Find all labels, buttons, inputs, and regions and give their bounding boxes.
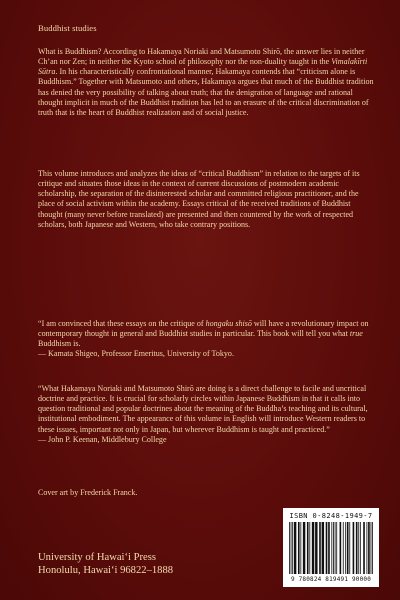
- barcode-bar: [303, 522, 305, 574]
- barcode-bar: [294, 522, 296, 574]
- barcode-bar: [319, 522, 321, 574]
- barcode-bar: [331, 522, 332, 574]
- p2-text: This volume introduces and analyzes the ideas of “critical Buddhism” in relation to the targets of its critique and situates those ideas in the context of current discussions of postmodern academic scholarship, the separation of the disinterested scholar and committed religious practitioner, and the place of social activism within the academy. Essays critical of the received traditions of Buddhist thought (many never before translated) are presented and then countered by the work of respected scholars, both Japanese and Western, who take contrary positions.: [38, 169, 360, 229]
- barcode-bar: [315, 522, 317, 574]
- barcode-bar: [291, 522, 292, 574]
- barcode-image: [287, 522, 375, 577]
- barcode-bar: [347, 522, 349, 574]
- q2-attribution: — John P. Keenan, Middlebury College: [38, 434, 167, 444]
- barcode-bar: [368, 522, 370, 574]
- cover-art-credit: Cover art by Frederick Franck.: [38, 488, 138, 497]
- barcode-bar: [322, 522, 324, 574]
- publisher-name: University of Hawai‘i Press: [38, 552, 156, 563]
- q1-text-b: will have a revolutionary impact on contemporary thought in general and Buddhist studies in particular. This book will tell you what: [38, 319, 369, 339]
- barcode-bar: [307, 522, 309, 574]
- barcode-bar: [345, 522, 346, 574]
- p1-text-b: . In his characteristically confrontational manner, Hakamaya contends that “criticism alone is Buddhism.” Together with Matsumoto and others, Hakamaya argues that much of the Buddhist tradition has denied the very possibility of talking about truth; that the denigration of language and rational thought implicit in much of the Buddhist tradition has led to an erasure of the critical discrimination of truth that is the heart of Buddhist realization and of social justice.: [38, 67, 374, 117]
- barcode-bar: [340, 522, 342, 574]
- publisher-address: Honolulu, Hawai‘i 96822–1888: [38, 564, 174, 576]
- p1-text-a: What is Buddhism? According to Hakamaya Noriaki and Matsumoto Shirō, the answer lies in neither Ch’an nor Zen; in neither the Kyoto school of philosophy nor the non-duality taught in the: [38, 47, 365, 67]
- endorsement-quote-1: [38, 319, 376, 360]
- isbn-label: ISBN 0-8248-1949-7: [289, 512, 373, 520]
- q1-italic-b: true: [349, 329, 363, 339]
- barcode-bar: [349, 522, 350, 574]
- barcode-bar: [336, 522, 337, 574]
- barcode-bar: [333, 522, 334, 574]
- barcode-bar: [343, 522, 344, 574]
- barcode-digits: 9 780824 819491 90000: [290, 576, 372, 583]
- barcode-bar: [372, 522, 373, 574]
- barcode-bar: [360, 522, 361, 574]
- barcode-panel: [283, 508, 379, 587]
- description-paragraph-1: [38, 47, 376, 118]
- barcode-bar: [292, 522, 293, 574]
- barcode-bar: [312, 522, 314, 574]
- q2-text: “What Hakamaya Noriaki and Matsumoto Shirō are doing is a direct challenge to facile and uncritical doctrine and practice. It is crucial for scholarly circles within Japanese Buddhism in that it calls into question traditional and popular doctrines about the meaning of the Buddha’s teaching and its cultural, institutional embodiment. The appearance of this volume in English will introduce Western readers to these issues, important not only in Japan, but wherever Buddhism is taught and practiced.”: [38, 384, 368, 434]
- q1-italic-a: hongaku shisō: [205, 319, 252, 328]
- barcode-bar: [356, 522, 358, 574]
- barcode-bar: [366, 522, 367, 574]
- barcode-bar: [289, 522, 290, 574]
- barcode-bar: [328, 522, 330, 574]
- publisher-info: [38, 552, 173, 577]
- barcode-bar: [371, 522, 372, 574]
- barcode-bar: [309, 522, 310, 574]
- barcode-bar: [363, 522, 365, 574]
- category-label: Buddhist studies: [38, 23, 97, 33]
- barcode-bar: [298, 522, 300, 574]
- barcode-bar: [300, 522, 301, 574]
- q1-text-a: “I am convinced that these essays on the critique of: [38, 319, 206, 328]
- q1-attribution: — Kamata Shigeo, Professor Emeritus, University of Tokyo.: [38, 349, 234, 359]
- endorsement-quote-2: [38, 384, 376, 445]
- description-paragraph-2: [38, 169, 376, 230]
- q1-text-c: Buddhism is.: [38, 339, 81, 349]
- p1-italic-title: Vimalakīrti Sūtra: [38, 57, 368, 77]
- barcode-bar: [326, 522, 328, 574]
- barcode-bar: [335, 522, 336, 574]
- barcode-bar: [358, 522, 359, 574]
- barcode-bar: [353, 522, 355, 574]
